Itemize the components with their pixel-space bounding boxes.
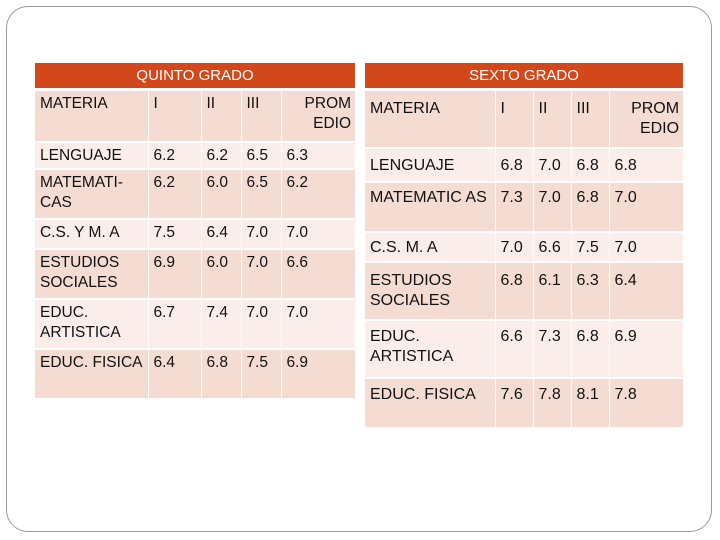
table-header-row [35, 90, 355, 142]
table-row [365, 320, 683, 378]
grade-cell: 6.0 [201, 249, 241, 299]
column-header: PROM EDIO [609, 90, 683, 148]
table-row [365, 182, 683, 232]
grade-cell: 6.8 [571, 148, 609, 182]
grade-cell: 6.2 [201, 142, 241, 169]
column-header: MATERIA [35, 90, 148, 142]
grade-cell: 8.1 [571, 378, 609, 428]
grade-cell: 7.3 [495, 182, 533, 232]
grade-cell: 6.2 [148, 142, 201, 169]
subject-cell: ESTUDIOS SOCIALES [35, 249, 148, 299]
column-header: I [148, 90, 201, 142]
grade-cell: 6.6 [533, 232, 571, 262]
subject-cell: MATEMATIC AS [365, 182, 495, 232]
table-row [365, 378, 683, 428]
column-header: II [201, 90, 241, 142]
grade-cell: 6.8 [571, 182, 609, 232]
table-row [35, 299, 355, 349]
grade-cell: 6.9 [609, 320, 683, 378]
grade-cell: 6.4 [609, 262, 683, 320]
grade-cell: 7.0 [609, 232, 683, 262]
table-row [365, 148, 683, 182]
table-row [365, 262, 683, 320]
sexto-grado-title: SEXTO GRADO [365, 63, 683, 90]
grade-cell: 6.9 [281, 349, 355, 399]
grade-cell: 6.2 [281, 169, 355, 219]
grade-cell: 6.5 [241, 169, 281, 219]
column-header: PROM EDIO [281, 90, 355, 142]
subject-cell: ESTUDIOS SOCIALES [365, 262, 495, 320]
quinto-grado-title: QUINTO GRADO [35, 63, 355, 90]
subject-cell: EDUC. ARTISTICA [365, 320, 495, 378]
grade-cell: 7.5 [571, 232, 609, 262]
grade-cell: 7.8 [609, 378, 683, 428]
table-row [35, 219, 355, 249]
grade-cell: 7.6 [495, 378, 533, 428]
grade-cell: 7.0 [533, 182, 571, 232]
subject-cell: EDUC. FISICA [35, 349, 148, 399]
subject-cell: C.S. M. A [365, 232, 495, 262]
grade-cell: 6.8 [201, 349, 241, 399]
grade-cell: 6.8 [571, 320, 609, 378]
grade-cell: 6.7 [148, 299, 201, 349]
grade-cell: 6.2 [148, 169, 201, 219]
grade-cell: 7.0 [241, 299, 281, 349]
grade-cell: 7.0 [533, 148, 571, 182]
grade-cell: 6.5 [241, 142, 281, 169]
grade-cell: 6.3 [281, 142, 355, 169]
grade-cell: 6.0 [201, 169, 241, 219]
column-header: III [241, 90, 281, 142]
table-row [35, 169, 355, 219]
grade-cell: 6.6 [495, 320, 533, 378]
grade-cell: 6.8 [495, 148, 533, 182]
column-header: III [571, 90, 609, 148]
grade-cell: 7.0 [241, 219, 281, 249]
grade-cell: 7.5 [241, 349, 281, 399]
subject-cell: MATEMATI-CAS [35, 169, 148, 219]
table-row [35, 249, 355, 299]
grade-cell: 6.4 [201, 219, 241, 249]
grade-cell: 7.0 [241, 249, 281, 299]
column-header: MATERIA [365, 90, 495, 148]
grade-cell: 6.6 [281, 249, 355, 299]
grade-cell: 7.0 [495, 232, 533, 262]
column-header: II [533, 90, 571, 148]
subject-cell: EDUC. FISICA [365, 378, 495, 428]
subject-cell: C.S. Y M. A [35, 219, 148, 249]
table-row [35, 349, 355, 399]
grade-cell: 7.0 [609, 182, 683, 232]
grade-cell: 7.0 [281, 219, 355, 249]
table-row [365, 232, 683, 262]
grade-cell: 6.1 [533, 262, 571, 320]
column-header: I [495, 90, 533, 148]
grade-cell: 7.4 [201, 299, 241, 349]
grade-cell: 6.8 [495, 262, 533, 320]
subject-cell: LENGUAJE [365, 148, 495, 182]
table-header-row [365, 90, 683, 148]
grade-cell: 7.0 [281, 299, 355, 349]
grade-cell: 7.5 [148, 219, 201, 249]
grade-cell: 7.3 [533, 320, 571, 378]
subject-cell: LENGUAJE [35, 142, 148, 169]
quinto-grado-table [35, 63, 355, 400]
subject-cell: EDUC. ARTISTICA [35, 299, 148, 349]
grade-cell: 6.8 [609, 148, 683, 182]
grade-cell: 7.8 [533, 378, 571, 428]
grade-cell: 6.9 [148, 249, 201, 299]
sexto-grado-table [365, 63, 683, 429]
grade-cell: 6.4 [148, 349, 201, 399]
table-row [35, 142, 355, 169]
grade-cell: 6.3 [571, 262, 609, 320]
